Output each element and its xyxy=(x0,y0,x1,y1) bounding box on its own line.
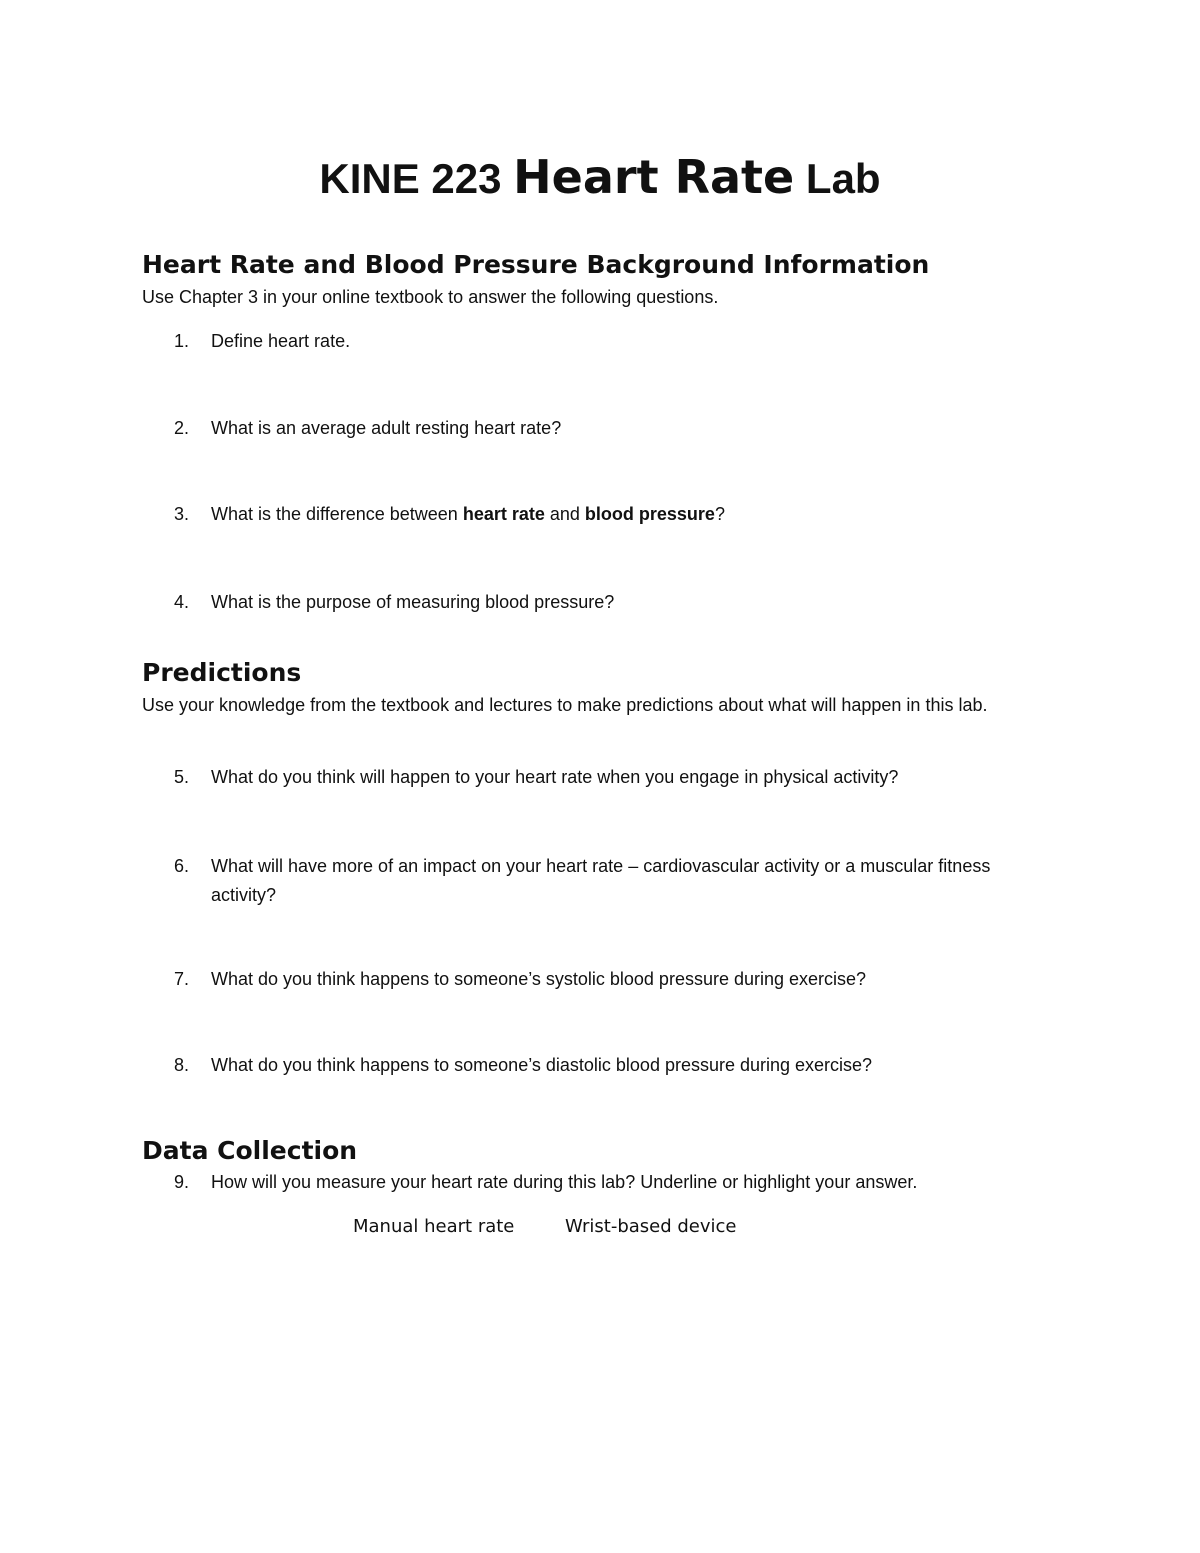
option-manual-heart-rate[interactable]: Manual heart rate xyxy=(353,1216,515,1237)
section-heading-background: Heart Rate and Blood Pressure Background Information xyxy=(142,250,930,279)
question-text: What do you think happens to someone’s systolic blood pressure during exercise? xyxy=(211,969,867,989)
question-number: 2. xyxy=(174,418,190,438)
question-number: 4. xyxy=(174,592,190,612)
question-9 xyxy=(174,1168,1034,1197)
question-text: What is an average adult resting heart rate? xyxy=(211,418,562,438)
section-heading-predictions: Predictions xyxy=(142,658,302,687)
question-number: 8. xyxy=(174,1055,190,1075)
question-number: 5. xyxy=(174,767,190,787)
section-intro-background: Use Chapter 3 in your online textbook to answer the following questions. xyxy=(142,287,719,307)
question-text: What do you think will happen to your heart rate when you engage in physical activity? xyxy=(211,767,899,787)
section-heading-data-collection: Data Collection xyxy=(142,1136,358,1165)
question-text: What is the purpose of measuring blood pressure? xyxy=(211,592,615,612)
bold-term-blood-pressure: blood pressure xyxy=(584,504,715,524)
page-title xyxy=(0,150,1200,204)
section-intro-predictions: Use your knowledge from the textbook and lectures to make predictions about what will happen in this lab. xyxy=(142,695,988,715)
title-topic: Heart Rate xyxy=(513,150,795,204)
bold-term-heart-rate: heart rate xyxy=(462,504,545,524)
question-8 xyxy=(174,1051,1034,1080)
title-suffix: Lab xyxy=(794,155,881,202)
question-number: 6. xyxy=(174,856,190,876)
question-1 xyxy=(174,327,1034,356)
question-3 xyxy=(174,500,1034,529)
option-wrist-based-device[interactable]: Wrist-based device xyxy=(565,1216,737,1237)
question-text-part: and xyxy=(544,504,585,524)
question-number: 3. xyxy=(174,504,190,524)
question-text xyxy=(211,500,1034,529)
question-4 xyxy=(174,588,1034,617)
question-5 xyxy=(174,763,1034,792)
title-course: KINE 223 xyxy=(319,155,514,202)
question-6 xyxy=(174,852,1014,910)
question-text-part: What is the difference between xyxy=(211,504,463,524)
question-number: 9. xyxy=(174,1172,190,1192)
question-text-part: ? xyxy=(714,504,725,524)
question-number: 1. xyxy=(174,331,190,351)
question-2 xyxy=(174,414,1034,443)
question-text: What will have more of an impact on your heart rate – cardiovascular activity or a muscular fitness activity? xyxy=(211,856,991,905)
question-text: What do you think happens to someone’s diastolic blood pressure during exercise? xyxy=(211,1055,873,1075)
question-7 xyxy=(174,965,1034,994)
question-text: How will you measure your heart rate during this lab? Underline or highlight your answer. xyxy=(211,1172,918,1192)
question-number: 7. xyxy=(174,969,190,989)
question-text: Define heart rate. xyxy=(211,331,351,351)
